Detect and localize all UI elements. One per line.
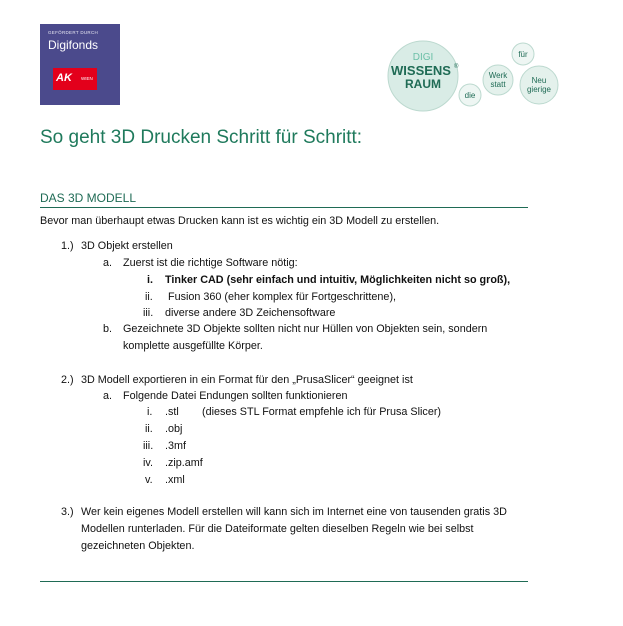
step1-i-marker: i.	[147, 274, 153, 286]
format-marker: i.	[147, 406, 153, 418]
format-extension: .obj	[165, 423, 183, 435]
digifonds-logo	[40, 24, 120, 105]
logo-die-text: die	[464, 91, 476, 100]
step2-a-text: Folgende Datei Endungen sollten funktionieren	[123, 390, 348, 402]
logo-neugierige-text-1: Neu	[531, 76, 547, 85]
step1-ii-text: Fusion 360 (eher komplex für Fortgeschrittene),	[168, 291, 397, 303]
step1-iii-text: diverse andere 3D Zeichensoftware	[165, 307, 336, 319]
format-marker: v.	[145, 474, 153, 486]
format-marker: iv.	[143, 457, 153, 469]
wien-text: WIEN	[81, 76, 93, 81]
logo-wissens-text: WISSENS	[391, 63, 451, 78]
step1-b-marker: b.	[103, 323, 113, 335]
format-extension: .xml	[165, 474, 185, 486]
logo-raum-text: RAUM	[405, 77, 441, 91]
step1-iii-marker: iii.	[143, 307, 154, 319]
step2-a-marker: a.	[103, 390, 113, 402]
logo-fuer-text: für	[518, 50, 528, 59]
logo-werkstatt-text-1: Werk	[488, 71, 508, 80]
logo-neugierige-text-2: gierige	[526, 85, 552, 94]
bottom-divider	[40, 581, 528, 582]
step1-label: 3D Objekt erstellen	[81, 240, 173, 252]
format-marker: iii.	[143, 440, 154, 452]
ak-wien-logo	[53, 68, 97, 90]
format-note: (dieses STL Format empfehle ich für Prusa Slicer)	[202, 406, 442, 418]
step1-number: 1.)	[61, 240, 74, 252]
format-extension: .stl	[165, 406, 179, 418]
document-title: So geht 3D Drucken Schritt für Schritt:	[40, 127, 363, 148]
format-marker: ii.	[145, 423, 153, 435]
step1-b-text-line1: Gezeichnete 3D Objekte sollten nicht nur Hüllen von Objekten sein, sondern	[123, 323, 488, 335]
step1-a-marker: a.	[103, 257, 113, 269]
format-extension: .zip.amf	[165, 457, 203, 469]
step3-text-line1: Wer kein eigenes Modell erstellen will kann sich im Internet eine von tausenden gratis 3D	[81, 506, 507, 518]
step1-i-text: Tinker CAD (sehr einfach und intuitiv, Möglichkeiten nicht so groß),	[165, 274, 511, 286]
logo-digifonds-text: Digifonds	[48, 38, 99, 52]
step1-ii-marker: ii.	[145, 291, 153, 303]
section-heading: DAS 3D MODELL	[40, 191, 528, 208]
ak-text: AK	[56, 72, 72, 84]
step2-number: 2.)	[61, 374, 74, 386]
logo-digi-text: DIGI	[412, 52, 434, 63]
logo-registered-text: ®	[454, 64, 459, 70]
intro-text: Bevor man überhaupt etwas Drucken kann ist es wichtig ein 3D Modell zu erstellen.	[40, 215, 440, 227]
step1-b-text-line2: komplette ausgefüllte Körper.	[123, 340, 263, 352]
step1-a-text: Zuerst ist die richtige Software nötig:	[123, 257, 298, 269]
format-extension: .3mf	[165, 440, 186, 452]
step3-text-line3: gezeichneten Objekten.	[81, 540, 195, 552]
logo-werkstatt-text-2: statt	[490, 80, 506, 89]
wissensraum-logo	[385, 38, 565, 118]
step3-text-line2: Modellen runterladen. Für die Dateiformate gelten dieselben Regeln wie bei selbst	[81, 523, 474, 535]
logo-sponsor-text: GEFÖRDERT DURCH	[48, 30, 99, 35]
step3-number: 3.)	[61, 506, 74, 518]
step2-label: 3D Modell exportieren in ein Format für den „PrusaSlicer“ geeignet ist	[81, 374, 413, 386]
